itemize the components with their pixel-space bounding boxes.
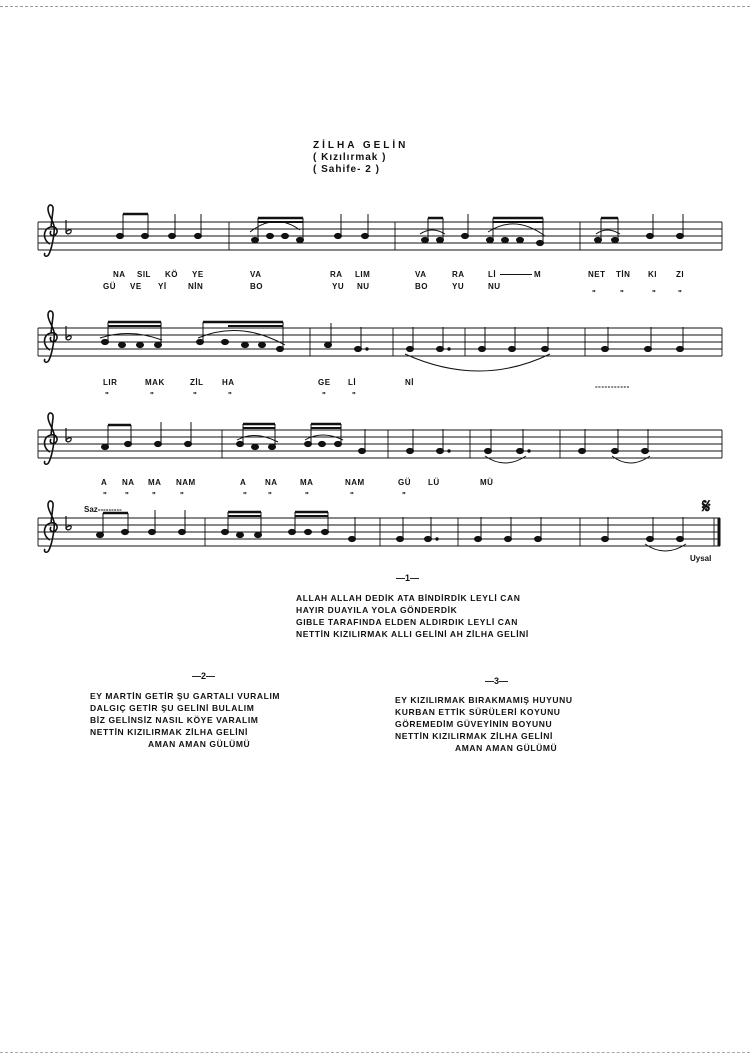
melisma-line [500,274,532,275]
verse-2-line: AMAN AMAN GÜLÜMÜ [148,739,251,749]
lyric-line3-a-9: LÜ [428,478,440,487]
lyric-line1-b-5: YU [332,282,345,291]
lyric-line2-a-5: Lİ [348,378,357,387]
lyric-line1-b-7: BO [415,282,428,291]
lyric-line1-b-8: YU [452,282,465,291]
verse-1-line: HAYIR DUAYILA YOLA GÖNDERDİK [296,605,458,615]
lyric-line1-a-6: LIM [355,270,371,279]
ditto-mark: " [105,391,110,400]
notes-line-3 [102,422,649,454]
ditto-mark: " [125,491,130,500]
lyric-line2-a-2: ZİL [190,378,204,387]
verse-1-line: GIBLE TARAFINDA ELDEN ALDIRDIK LEYLİ CAN [296,617,519,627]
song-region: ( Kızılırmak ) [313,152,387,163]
lyric-line1-a-13: KI [648,270,657,279]
treble-clef-icon [44,311,57,362]
lyric-line3-a-8: GÜ [398,478,411,487]
verse-3 [395,694,573,754]
lyric-line3-a-10: MÜ [480,478,494,487]
lyric-line1-b-4: BO [250,282,263,291]
lyric-line1-b-9: NU [488,282,501,291]
staff-line-3 [38,430,722,458]
ditto-mark: " [652,289,657,298]
staff-line-4 [38,518,720,546]
lyric-line3-a-5: NA [265,478,278,487]
verse-2-line: DALGIÇ GETİR ŞU GELİNİ BULALIM [90,703,255,713]
lyric-line1-a-3: YE [192,270,204,279]
lyric-line3-a-7: NAM [345,478,365,487]
ditto-mark: " [152,491,157,500]
verse-2-line: NETTİN KIZILIRMAK ZİLHA GELİNİ [90,727,248,737]
notes-line-4 [97,510,684,542]
ditto-mark: " [268,491,273,500]
lyric-line1-b-1: VE [130,282,142,291]
ditto-mark: " [322,391,327,400]
ditto-mark: " [592,289,597,298]
verse-3-line: EY KIZILIRMAK BIRAKMAMIŞ HUYUNU [395,695,573,705]
verse-2 [90,690,280,750]
verse-3-line: GÖREMEDİM GÜVEYİNİN BOYUNU [395,719,553,729]
lyric-line1-a-11: NET [588,270,606,279]
lyric-line1-a-8: RA [452,270,465,279]
ditto-mark: " [228,391,233,400]
lyric-line1-b-2: Yİ [158,282,167,291]
verse-1 [296,592,529,640]
verse-2-line: BİZ GELİNSİZ NASIL KÖYE VARALIM [90,715,259,725]
ditto-mark: " [103,491,108,500]
staff-line-1 [38,222,722,250]
lyric-line1-b-0: GÜ [103,282,116,291]
verse-2-line: EY MARTİN GETİR ŞU GARTALI VURALIM [90,691,281,701]
notes-line-2 [102,322,684,352]
lyric-line2-a-3: HA [222,378,235,387]
lyric-line3-a-1: NA [122,478,135,487]
verse-3-line: KURBAN ETTİK SÜRÜLERİ KOYUNU [395,707,561,717]
lyric-line1-a-7: VA [415,270,427,279]
ditto-mark: " [243,491,248,500]
continuation-dashes: ----------- [595,382,630,391]
ditto-mark: " [150,391,155,400]
lyric-line1-a-14: ZI [676,270,685,279]
lyric-line3-a-2: MA [148,478,162,487]
lyric-line1-a-2: KÖ [165,270,178,279]
song-title: ZİLHA GELİN [313,140,409,151]
lyric-line1-a-0: NA [113,270,126,279]
verse-3-number: —3— [485,676,509,686]
slurs-line-4 [645,544,686,551]
saz-label: Saz--------- [84,505,122,514]
lyric-line3-a-6: MA [300,478,314,487]
ditto-mark: " [620,289,625,298]
lyric-line2-a-0: LIR [103,378,118,387]
ditto-mark: " [193,391,198,400]
verse-3-line: AMAN AMAN GÜLÜMÜ [455,743,558,753]
lyric-line2-a-4: GE [318,378,331,387]
ditto-mark: " [305,491,310,500]
lyric-line1-b-3: NİN [188,282,204,291]
treble-clef-icon [44,501,57,552]
lyric-line3-a-4: A [240,478,247,487]
notes-line-1 [117,214,684,246]
ditto-mark: " [352,391,357,400]
verse-2-number: —2— [192,671,216,681]
lyric-line1-a-5: RA [330,270,343,279]
treble-clef-icon [44,205,57,256]
uysal-label: Uysal [690,554,712,563]
verse-1-line: ALLAH ALLAH DEDİK ATA BİNDİRDİK LEYLİ CAN [296,593,521,603]
lyric-line1-a-12: TİN [616,270,631,279]
ditto-mark: " [180,491,185,500]
lyric-line1-a-1: SIL [137,270,151,279]
lyric-line2-a-1: MAK [145,378,165,387]
verse-1-line: NETTİN KIZILIRMAK ALLI GELİNİ AH ZİLHA GELİNİ [296,629,529,639]
ditto-mark: " [402,491,407,500]
lyric-line1-a-10: M [534,270,542,279]
lyric-line3-a-3: NAM [176,478,196,487]
lyric-line2-a-6: Nİ [405,378,414,387]
lyric-line3-a-0: A [101,478,108,487]
lyric-line1-a-9: Lİ [488,270,497,279]
ditto-mark: " [350,491,355,500]
lyric-line1-b-6: NU [357,282,370,291]
segno-icon: 𝄋 [702,496,711,518]
verse-3-line: NETTİN KIZILIRMAK ZİLHA GELİNİ [395,731,553,741]
lyric-line1-a-4: VA [250,270,262,279]
verse-1-number: —1— [396,573,420,583]
page-number: ( Sahife- 2 ) [313,164,380,175]
ditto-mark: " [678,289,683,298]
treble-clef-icon [44,413,57,464]
